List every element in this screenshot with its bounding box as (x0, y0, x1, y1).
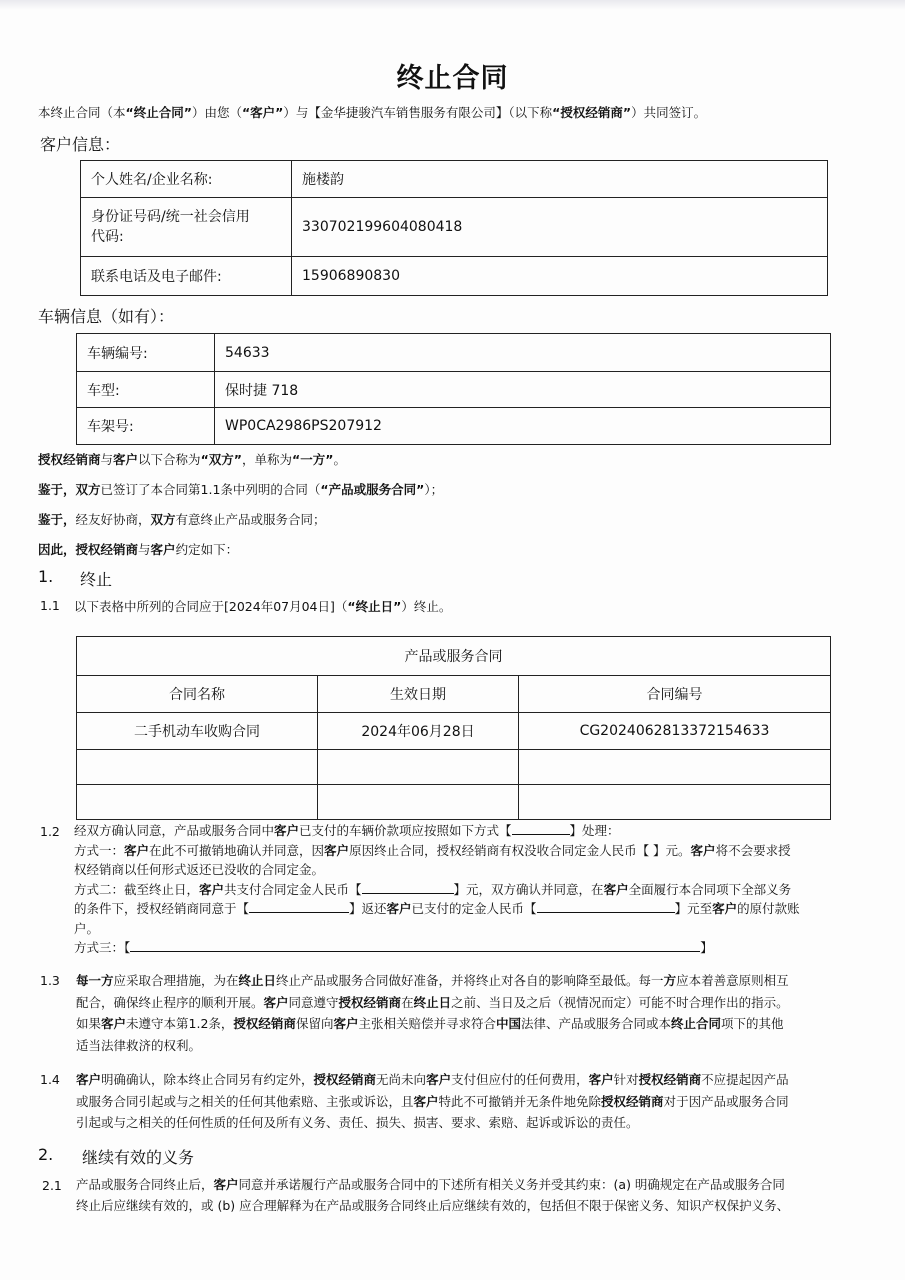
empty-cell (318, 785, 519, 820)
text: 特此不可撤销并无条件地免除 (438, 1093, 602, 1109)
section-2-title: 继续有效的义务 (82, 1148, 195, 1167)
clause-1-4-text (76, 1069, 876, 1134)
term: “终止日” (347, 599, 402, 614)
text: 全面履行本合同项下全部义务 (628, 881, 792, 897)
vehicle-heading: 车辆信息（如有）： (38, 307, 175, 326)
blank-field (512, 822, 570, 835)
clause-line (74, 860, 874, 880)
text: 支付但应付的任何费用， (451, 1072, 589, 1087)
therefore-paragraph (38, 540, 238, 560)
term: 客户 (603, 881, 629, 897)
term: 鉴于， (38, 512, 76, 527)
text: 同意遵守 (288, 994, 339, 1010)
text: 与 (138, 542, 151, 557)
customer-info-table (80, 160, 828, 296)
text: 共支付合同定金人民币【 (224, 881, 362, 897)
text: 终止后应继续有效的，或 (b) 应合理解释为在产品或服务合同终止后应继续有效的，包括但不限于保密义务、知识产权保护义务、 (76, 1198, 790, 1213)
name-value: 施楼韵 (292, 161, 828, 198)
clause-1-1-text (74, 597, 451, 617)
text: 】元，双方确认并同意，在 (453, 881, 604, 897)
term: 每一方 (76, 973, 114, 988)
text: 】返还 (349, 901, 387, 916)
text: 无尚未向 (376, 1072, 427, 1087)
cell-effective-date: 2024年06月28日 (318, 713, 519, 750)
intro-paragraph (38, 103, 706, 123)
text: 将不会要求授 (715, 842, 791, 858)
text: 产品或服务合同终止后， (76, 1177, 214, 1192)
clause-line (74, 880, 874, 900)
text: 户。 (74, 920, 100, 936)
text: 约定如下： (175, 542, 239, 557)
customer-row (81, 198, 828, 257)
clause-line (74, 821, 874, 841)
clause-1-2-text (74, 821, 874, 958)
clause-line (76, 1112, 876, 1134)
parties-paragraph (38, 450, 346, 470)
clause-line (76, 992, 876, 1014)
term: 客户 (150, 542, 176, 557)
text: 应采取合理措施，为在 (113, 973, 239, 988)
whereas-2 (38, 510, 326, 530)
intro-term: “终止合同” (125, 105, 192, 120)
clause-2-1-number: 2.1 (42, 1178, 62, 1193)
text: ）终止。 (401, 599, 452, 614)
text: ，单称为 (242, 452, 293, 467)
text: 以下表格中所列的合同应于[2024年07月04日]（ (74, 599, 348, 614)
section-1-number: 1. (38, 567, 54, 586)
text: 有意终止产品或服务合同； (175, 512, 326, 527)
table-header-row (77, 676, 831, 713)
text: 应本着善意原则相互 (676, 973, 789, 988)
cell-contract-name: 二手机动车收购合同 (77, 713, 318, 750)
whereas-1 (38, 480, 443, 500)
term: 客户 (324, 842, 350, 858)
intro-term: “授权经销商” (552, 105, 632, 120)
term: 客户 (199, 881, 225, 897)
model-value: 保时捷 718 (215, 372, 831, 408)
clause-line (74, 938, 874, 958)
header-contract-name: 合同名称 (77, 676, 318, 713)
text: 在此不可撤销地确认并同意，因 (149, 842, 325, 858)
table-row-empty (77, 750, 831, 785)
text: 不应提起因产品 (701, 1072, 789, 1087)
id-label-line: 代码: (91, 229, 124, 245)
empty-cell (318, 750, 519, 785)
text: 方式三：【 (74, 940, 131, 955)
term: 授权经销商 (313, 1072, 377, 1087)
term: 授权经销商 (638, 1072, 702, 1087)
document-title: 终止合同 (396, 63, 509, 94)
text: 项下的其他 (721, 1016, 784, 1031)
clause-line (76, 1035, 876, 1057)
text: 已支付的定金人民币【 (411, 901, 537, 916)
term: 客户 (386, 901, 412, 916)
vin-value: WP0CA2986PS207912 (215, 408, 831, 445)
clause-line (76, 1069, 876, 1091)
term: 中国 (495, 1016, 521, 1031)
vehicle-no-label: 车辆编号: (77, 334, 215, 372)
term: 客户 (690, 842, 716, 858)
clause-line (76, 1195, 876, 1216)
text: 配合，确保终止程序的顺利开展。 (76, 994, 264, 1010)
blank-field (130, 939, 700, 952)
text: 引起或与之相关的任何性质的任何及所有义务、责任、损失、损害、要求、索赔、起诉或诉讼的责任。 (76, 1115, 639, 1130)
blank-field (249, 900, 349, 913)
text: 在 (401, 994, 414, 1010)
term: 客户 (712, 901, 738, 916)
clause-line (76, 970, 876, 992)
vehicle-no-value: 54633 (215, 334, 831, 372)
id-label-line: 身份证号码/统一社会信用 (91, 209, 250, 225)
header-effective-date: 生效日期 (318, 676, 519, 713)
customer-row (81, 161, 828, 198)
text: 终止产品或服务合同做好准备，并将终止对各自的影响降至最低。每一 (276, 973, 664, 988)
text: 经友好协商， (75, 512, 151, 527)
text: 保留向 (295, 1016, 334, 1031)
text: 已签订了本合同第1.1条中列明的合同（ (100, 482, 321, 497)
text: ）； (424, 482, 444, 497)
clause-1-3-number: 1.3 (40, 973, 60, 988)
text: 之前、当日及之后（视情况而定）可能不时合理作出的指示。 (451, 994, 789, 1010)
name-label: 个人姓名/企业名称: (81, 161, 292, 198)
id-value: 330702199604080418 (292, 198, 828, 257)
text: 以下合称为 (138, 452, 201, 467)
term: 授权经销商 (38, 452, 101, 467)
term: 授权经销商 (75, 542, 139, 557)
term: 客户 (274, 823, 300, 838)
term: 双方 (150, 512, 176, 527)
text: 。 (333, 452, 346, 467)
term: “双方” (200, 452, 242, 467)
section-2-number: 2. (38, 1145, 54, 1164)
text: 经双方确认同意，产品或服务合同中 (74, 823, 275, 838)
term: 客户 (124, 842, 150, 858)
clause-1-1-number: 1.1 (40, 598, 60, 613)
term: 终止日 (413, 994, 452, 1010)
empty-cell (77, 750, 318, 785)
text: 同意并承诺履行产品或服务合同中的下述所有相关义务并受其约束：(a) 明确规定在产品或服务合同 (238, 1177, 785, 1192)
intro-text: 本终止合同（本 (38, 105, 126, 120)
intro-text: ）共同签订。 (631, 105, 707, 120)
header-contract-number: 合同编号 (519, 676, 831, 713)
id-label (81, 198, 292, 257)
vehicle-row (77, 372, 831, 408)
vehicle-info-table (76, 333, 831, 445)
vehicle-row (77, 408, 831, 445)
term: 客户 (588, 1072, 614, 1087)
term: 客户 (413, 1093, 439, 1109)
term: 授权经销商 (601, 1093, 664, 1109)
clause-line (74, 841, 874, 861)
vehicle-row (77, 334, 831, 372)
term: 客户 (333, 1016, 359, 1031)
text: 】 (700, 940, 713, 955)
table-row-empty (77, 785, 831, 820)
text: 主张相关赔偿并寻求符合 (358, 1016, 496, 1031)
contracts-table (76, 636, 831, 820)
text: 对于因产品或服务合同 (663, 1093, 789, 1109)
term: 鉴于， (38, 482, 76, 497)
table-row (77, 713, 831, 750)
clause-2-1-text (76, 1174, 876, 1216)
clause-line (76, 1091, 876, 1113)
text: 】处理： (569, 823, 620, 838)
term: 客户 (101, 1016, 127, 1031)
table-caption: 产品或服务合同 (77, 637, 831, 676)
empty-cell (519, 785, 831, 820)
empty-cell (77, 785, 318, 820)
clause-1-3-text (76, 970, 876, 1056)
text: 方式一： (74, 842, 125, 858)
scan-edge (0, 0, 905, 10)
text: 与 (100, 452, 114, 467)
text: 明确确认，除本终止合同另有约定外， (101, 1072, 314, 1087)
text: 】元至 (674, 901, 713, 916)
text: 权经销商以任何形式返还已没收的合同定金。 (74, 862, 325, 877)
clause-1-4-number: 1.4 (40, 1072, 60, 1087)
text: 适当法律救济的权利。 (76, 1037, 202, 1053)
intro-text: ）与【金华捷骏汽车销售服务有限公司】（以下称 (283, 105, 553, 120)
term: 授权经销商 (338, 994, 402, 1010)
blank-field (362, 881, 454, 894)
cell-contract-number: CG2024062813372154633 (519, 713, 831, 750)
text: 的原付款账 (737, 901, 800, 916)
term: “一方” (292, 452, 334, 467)
term: 客户 (263, 994, 289, 1010)
blank-field (537, 900, 675, 913)
term: 授权经销商 (233, 1016, 296, 1031)
table-caption-row (77, 637, 831, 676)
text: 未遵守本第1.2条， (126, 1016, 234, 1031)
text: 方式二：截至终止日， (74, 881, 200, 897)
customer-heading: 客户信息： (40, 135, 121, 154)
term: “产品或服务合同” (320, 482, 425, 497)
term: 客户 (76, 1072, 102, 1087)
clause-line (76, 1013, 876, 1035)
term: 因此， (38, 542, 76, 557)
text: 或服务合同引起或与之相关的任何其他索赔、主张或诉讼，且 (76, 1093, 414, 1109)
clause-1-2-number: 1.2 (40, 824, 60, 839)
clause-line (74, 919, 874, 939)
clause-line (76, 1174, 876, 1195)
vin-label: 车架号: (77, 408, 215, 445)
customer-row (81, 257, 828, 296)
model-label: 车型: (77, 372, 215, 408)
section-1-title: 终止 (80, 570, 113, 589)
term: 双方 (75, 482, 101, 497)
text: 原因终止合同，授权经销商有权没收合同定金人民币【 】元。 (349, 842, 691, 858)
contact-value: 15906890830 (292, 257, 828, 296)
text: 已支付的车辆价款项应按照如下方式【 (299, 823, 512, 838)
text: 针对 (613, 1072, 639, 1087)
text: 的条件下，授权经销商同意于【 (74, 901, 250, 916)
intro-term: “客户” (241, 105, 284, 120)
text: 如果 (76, 1016, 102, 1031)
term: 客户 (213, 1177, 239, 1192)
term: 客户 (426, 1072, 452, 1087)
term: 方 (663, 973, 677, 988)
term: 终止合同 (671, 1016, 722, 1031)
term: 终止日 (238, 973, 277, 988)
empty-cell (519, 750, 831, 785)
contact-label: 联系电话及电子邮件: (81, 257, 292, 296)
intro-text: ）由您（ (191, 105, 242, 120)
text: 法律、产品或服务合同或本 (521, 1016, 672, 1031)
term: 客户 (113, 452, 139, 467)
clause-line (74, 899, 874, 919)
